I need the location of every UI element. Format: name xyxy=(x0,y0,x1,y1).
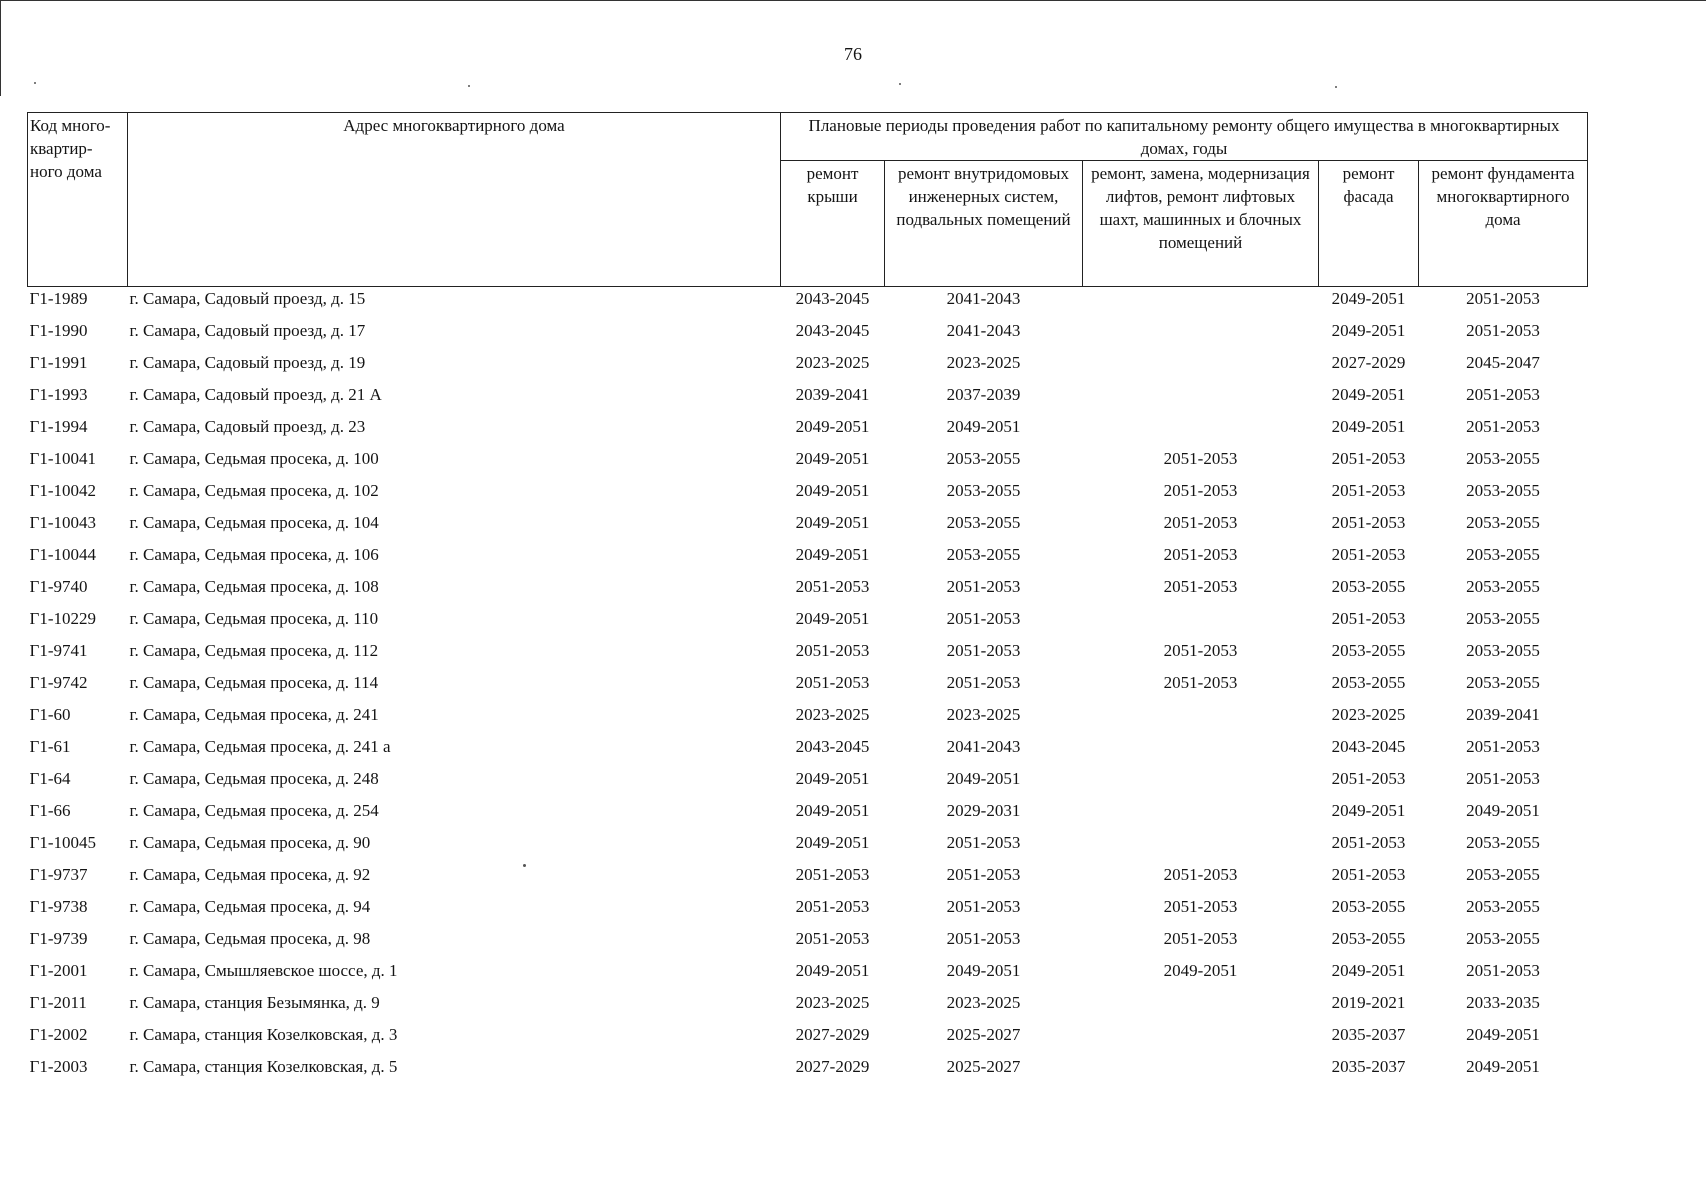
cell-facade-period: 2049-2051 xyxy=(1331,417,1406,436)
table-row xyxy=(28,575,1588,607)
table-row xyxy=(28,863,1588,895)
scan-speck xyxy=(899,83,901,85)
cell-address: г. Самара, Садовый проезд, д. 15 xyxy=(129,289,366,308)
cell-elevator-period xyxy=(1083,319,1319,351)
cell-engineering-period: 2051-2053 xyxy=(946,897,1021,916)
cell-roof-period: 2049-2051 xyxy=(795,609,870,628)
cell-elevator-period: 2051-2053 xyxy=(1163,449,1238,468)
cell-engineering-period: 2049-2051 xyxy=(946,961,1021,980)
cell-foundation-period: 2049-2051 xyxy=(1466,1025,1540,1044)
cell-roof-period: 2051-2053 xyxy=(795,929,870,948)
cell-facade-period: 2051-2053 xyxy=(1331,769,1406,788)
cell-foundation-period: 2053-2055 xyxy=(1466,641,1540,660)
cell-building-code: Г1-10043 xyxy=(29,513,96,532)
table-row xyxy=(28,543,1588,575)
cell-building-code: Г1-2002 xyxy=(29,1025,88,1044)
header-engineering-systems-repair: ремонт внутридомовых инженерных систем, подвальных помещений xyxy=(885,161,1083,287)
cell-elevator-period: 2049-2051 xyxy=(1163,961,1238,980)
cell-address: г. Самара, Седьмая просека, д. 114 xyxy=(129,673,379,692)
cell-address: г. Самара, Седьмая просека, д. 241 xyxy=(129,705,379,724)
capital-repair-schedule-table xyxy=(27,112,1588,1087)
cell-roof-period: 2051-2053 xyxy=(795,897,870,916)
cell-building-code: Г1-2001 xyxy=(29,961,88,980)
cell-facade-period: 2051-2053 xyxy=(1331,545,1406,564)
cell-building-code: Г1-1991 xyxy=(29,353,88,372)
table-row xyxy=(28,607,1588,639)
cell-elevator-period xyxy=(1083,767,1319,799)
cell-elevator-period: 2051-2053 xyxy=(1163,865,1238,884)
cell-roof-period: 2023-2025 xyxy=(795,993,870,1012)
cell-address: г. Самара, Седьмая просека, д. 92 xyxy=(129,865,371,884)
cell-facade-period: 2051-2053 xyxy=(1331,609,1406,628)
cell-elevator-period xyxy=(1083,1023,1319,1055)
cell-address: г. Самара, Седьмая просека, д. 100 xyxy=(129,449,379,468)
cell-building-code: Г1-9742 xyxy=(29,673,88,692)
cell-facade-period: 2035-2037 xyxy=(1331,1025,1406,1044)
cell-facade-period: 2049-2051 xyxy=(1331,961,1406,980)
cell-address: г. Самара, Седьмая просека, д. 106 xyxy=(129,545,379,564)
cell-elevator-period: 2051-2053 xyxy=(1163,513,1238,532)
cell-facade-period: 2049-2051 xyxy=(1331,801,1406,820)
cell-facade-period: 2053-2055 xyxy=(1331,897,1406,916)
cell-engineering-period: 2041-2043 xyxy=(946,289,1021,308)
cell-roof-period: 2049-2051 xyxy=(795,417,870,436)
cell-building-code: Г1-10229 xyxy=(29,609,96,628)
cell-roof-period: 2043-2045 xyxy=(795,289,870,308)
cell-engineering-period: 2029-2031 xyxy=(946,801,1021,820)
cell-building-code: Г1-2011 xyxy=(29,993,87,1012)
table-row xyxy=(28,927,1588,959)
cell-address: г. Самара, Садовый проезд, д. 19 xyxy=(129,353,366,372)
cell-engineering-period: 2051-2053 xyxy=(946,929,1021,948)
cell-engineering-period: 2041-2043 xyxy=(946,737,1021,756)
cell-building-code: Г1-60 xyxy=(29,705,71,724)
cell-engineering-period: 2051-2053 xyxy=(946,641,1021,660)
cell-address: г. Самара, Седьмая просека, д. 241 а xyxy=(129,737,391,756)
cell-address: г. Самара, Седьмая просека, д. 98 xyxy=(129,929,371,948)
cell-engineering-period: 2049-2051 xyxy=(946,769,1021,788)
cell-building-code: Г1-10045 xyxy=(29,833,96,852)
cell-building-code: Г1-64 xyxy=(29,769,71,788)
cell-elevator-period: 2051-2053 xyxy=(1163,545,1238,564)
cell-elevator-period: 2051-2053 xyxy=(1163,929,1238,948)
cell-roof-period: 2049-2051 xyxy=(795,833,870,852)
cell-foundation-period: 2051-2053 xyxy=(1466,769,1540,788)
cell-building-code: Г1-1994 xyxy=(29,417,88,436)
cell-foundation-period: 2053-2055 xyxy=(1466,481,1540,500)
cell-address: г. Самара, Седьмая просека, д. 248 xyxy=(129,769,379,788)
cell-engineering-period: 2053-2055 xyxy=(946,449,1021,468)
page-number: 76 xyxy=(844,44,862,64)
cell-foundation-period: 2049-2051 xyxy=(1466,1057,1540,1076)
cell-building-code: Г1-1993 xyxy=(29,385,88,404)
cell-foundation-period: 2039-2041 xyxy=(1466,705,1540,724)
cell-elevator-period: 2051-2053 xyxy=(1163,673,1238,692)
cell-foundation-period: 2053-2055 xyxy=(1466,449,1540,468)
cell-elevator-period xyxy=(1083,831,1319,863)
cell-foundation-period: 2051-2053 xyxy=(1466,961,1540,980)
cell-address: г. Самара, Седьмая просека, д. 90 xyxy=(129,833,371,852)
cell-elevator-period xyxy=(1083,287,1319,320)
table-header xyxy=(28,113,1588,287)
cell-facade-period: 2051-2053 xyxy=(1331,449,1406,468)
cell-address: г. Самара, станция Козелковская, д. 3 xyxy=(129,1025,398,1044)
cell-engineering-period: 2051-2053 xyxy=(946,833,1021,852)
cell-foundation-period: 2049-2051 xyxy=(1466,801,1540,820)
table-row xyxy=(28,447,1588,479)
cell-address: г. Самара, Садовый проезд, д. 17 xyxy=(129,321,366,340)
cell-roof-period: 2027-2029 xyxy=(795,1025,870,1044)
cell-engineering-period: 2051-2053 xyxy=(946,865,1021,884)
cell-elevator-period: 2051-2053 xyxy=(1163,897,1238,916)
cell-roof-period: 2043-2045 xyxy=(795,737,870,756)
table-row xyxy=(28,991,1588,1023)
cell-address: г. Самара, Седьмая просека, д. 108 xyxy=(129,577,379,596)
header-address: Адрес многоквартирного дома xyxy=(128,113,781,287)
cell-facade-period: 2053-2055 xyxy=(1331,929,1406,948)
header-roof-repair: ремонт крыши xyxy=(781,161,885,287)
cell-foundation-period: 2053-2055 xyxy=(1466,609,1540,628)
cell-foundation-period: 2051-2053 xyxy=(1466,417,1540,436)
header-foundation-repair: ремонт фундамента многоквартирного дома xyxy=(1419,161,1588,287)
table-row xyxy=(28,415,1588,447)
scan-speck xyxy=(468,85,470,87)
cell-facade-period: 2049-2051 xyxy=(1331,289,1406,308)
cell-address: г. Самара, Седьмая просека, д. 104 xyxy=(129,513,379,532)
cell-roof-period: 2051-2053 xyxy=(795,641,870,660)
cell-facade-period: 2053-2055 xyxy=(1331,673,1406,692)
cell-building-code: Г1-10042 xyxy=(29,481,96,500)
table-row xyxy=(28,895,1588,927)
table-row xyxy=(28,1023,1588,1055)
scan-speck xyxy=(34,82,36,84)
cell-roof-period: 2039-2041 xyxy=(795,385,870,404)
scan-border-top xyxy=(0,0,1706,1)
cell-facade-period: 2043-2045 xyxy=(1331,737,1406,756)
table-row xyxy=(28,799,1588,831)
table-row xyxy=(28,831,1588,863)
table-row xyxy=(28,959,1588,991)
table-row xyxy=(28,287,1588,320)
cell-engineering-period: 2049-2051 xyxy=(946,417,1021,436)
cell-facade-period: 2053-2055 xyxy=(1331,641,1406,660)
cell-address: г. Самара, Седьмая просека, д. 102 xyxy=(129,481,379,500)
cell-engineering-period: 2053-2055 xyxy=(946,513,1021,532)
cell-facade-period: 2051-2053 xyxy=(1331,833,1406,852)
cell-facade-period: 2027-2029 xyxy=(1331,353,1406,372)
cell-facade-period: 2053-2055 xyxy=(1331,577,1406,596)
cell-elevator-period xyxy=(1083,991,1319,1023)
cell-roof-period: 2043-2045 xyxy=(795,321,870,340)
cell-facade-period: 2049-2051 xyxy=(1331,321,1406,340)
cell-foundation-period: 2051-2053 xyxy=(1466,385,1540,404)
cell-engineering-period: 2025-2027 xyxy=(946,1025,1021,1044)
cell-roof-period: 2051-2053 xyxy=(795,577,870,596)
cell-facade-period: 2019-2021 xyxy=(1331,993,1406,1012)
cell-facade-period: 2051-2053 xyxy=(1331,481,1406,500)
header-building-code: Код много-квартир-ного дома xyxy=(28,113,128,287)
cell-engineering-period: 2041-2043 xyxy=(946,321,1021,340)
cell-engineering-period: 2025-2027 xyxy=(946,1057,1021,1076)
cell-facade-period: 2035-2037 xyxy=(1331,1057,1406,1076)
table-row xyxy=(28,479,1588,511)
table-row xyxy=(28,735,1588,767)
cell-address: г. Самара, Седьмая просека, д. 110 xyxy=(129,609,379,628)
cell-elevator-period xyxy=(1083,607,1319,639)
cell-building-code: Г1-9740 xyxy=(29,577,88,596)
cell-address: г. Самара, Седьмая просека, д. 254 xyxy=(129,801,379,820)
cell-engineering-period: 2037-2039 xyxy=(946,385,1021,404)
cell-building-code: Г1-2003 xyxy=(29,1057,88,1076)
cell-roof-period: 2023-2025 xyxy=(795,353,870,372)
table-row xyxy=(28,383,1588,415)
cell-building-code: Г1-10044 xyxy=(29,545,96,564)
cell-facade-period: 2049-2051 xyxy=(1331,385,1406,404)
cell-elevator-period xyxy=(1083,735,1319,767)
cell-engineering-period: 2051-2053 xyxy=(946,673,1021,692)
cell-roof-period: 2051-2053 xyxy=(795,865,870,884)
cell-foundation-period: 2053-2055 xyxy=(1466,929,1540,948)
cell-address: г. Самара, Садовый проезд, д. 21 А xyxy=(129,385,382,404)
table-row xyxy=(28,639,1588,671)
cell-foundation-period: 2033-2035 xyxy=(1466,993,1540,1012)
cell-elevator-period xyxy=(1083,799,1319,831)
scan-speck xyxy=(523,864,526,867)
header-planned-periods: Плановые периоды проведения работ по капитальному ремонту общего имущества в многоквартирных домах, годы xyxy=(781,113,1588,161)
cell-elevator-period xyxy=(1083,351,1319,383)
cell-address: г. Самара, Седьмая просека, д. 112 xyxy=(129,641,379,660)
cell-elevator-period xyxy=(1083,383,1319,415)
cell-roof-period: 2049-2051 xyxy=(795,513,870,532)
cell-address: г. Самара, станция Козелковская, д. 5 xyxy=(129,1057,398,1076)
cell-roof-period: 2049-2051 xyxy=(795,961,870,980)
table-row xyxy=(28,511,1588,543)
cell-building-code: Г1-1989 xyxy=(29,289,88,308)
cell-engineering-period: 2023-2025 xyxy=(946,705,1021,724)
cell-address: г. Самара, станция Безымянка, д. 9 xyxy=(129,993,380,1012)
cell-facade-period: 2051-2053 xyxy=(1331,865,1406,884)
table-body xyxy=(28,287,1588,1088)
table-row xyxy=(28,703,1588,735)
cell-roof-period: 2023-2025 xyxy=(795,705,870,724)
cell-building-code: Г1-9739 xyxy=(29,929,88,948)
cell-engineering-period: 2051-2053 xyxy=(946,609,1021,628)
cell-engineering-period: 2023-2025 xyxy=(946,993,1021,1012)
cell-facade-period: 2051-2053 xyxy=(1331,513,1406,532)
cell-elevator-period xyxy=(1083,415,1319,447)
cell-foundation-period: 2053-2055 xyxy=(1466,865,1540,884)
table-row xyxy=(28,351,1588,383)
scan-speck xyxy=(1335,86,1337,88)
table-row xyxy=(28,767,1588,799)
cell-foundation-period: 2051-2053 xyxy=(1466,737,1540,756)
cell-facade-period: 2023-2025 xyxy=(1331,705,1406,724)
cell-engineering-period: 2053-2055 xyxy=(946,481,1021,500)
header-facade-repair: ремонт фасада xyxy=(1319,161,1419,287)
cell-building-code: Г1-9738 xyxy=(29,897,88,916)
header-elevator-repair: ремонт, замена, модернизация лифтов, ремонт лифтовых шахт, машинных и блочных помещений xyxy=(1083,161,1319,287)
table-row xyxy=(28,671,1588,703)
cell-building-code: Г1-9737 xyxy=(29,865,88,884)
cell-roof-period: 2049-2051 xyxy=(795,545,870,564)
cell-roof-period: 2049-2051 xyxy=(795,449,870,468)
cell-roof-period: 2051-2053 xyxy=(795,673,870,692)
cell-foundation-period: 2051-2053 xyxy=(1466,289,1540,308)
cell-foundation-period: 2053-2055 xyxy=(1466,897,1540,916)
cell-engineering-period: 2051-2053 xyxy=(946,577,1021,596)
cell-foundation-period: 2053-2055 xyxy=(1466,833,1540,852)
cell-foundation-period: 2053-2055 xyxy=(1466,577,1540,596)
cell-foundation-period: 2051-2053 xyxy=(1466,321,1540,340)
cell-building-code: Г1-10041 xyxy=(29,449,96,468)
cell-elevator-period: 2051-2053 xyxy=(1163,481,1238,500)
cell-building-code: Г1-61 xyxy=(29,737,71,756)
cell-address: г. Самара, Садовый проезд, д. 23 xyxy=(129,417,366,436)
cell-building-code: Г1-66 xyxy=(29,801,71,820)
cell-engineering-period: 2053-2055 xyxy=(946,545,1021,564)
cell-address: г. Самара, Седьмая просека, д. 94 xyxy=(129,897,371,916)
cell-building-code: Г1-9741 xyxy=(29,641,88,660)
table-row xyxy=(28,319,1588,351)
cell-roof-period: 2027-2029 xyxy=(795,1057,870,1076)
cell-roof-period: 2049-2051 xyxy=(795,801,870,820)
cell-roof-period: 2049-2051 xyxy=(795,769,870,788)
cell-elevator-period xyxy=(1083,1055,1319,1087)
cell-engineering-period: 2023-2025 xyxy=(946,353,1021,372)
cell-foundation-period: 2045-2047 xyxy=(1466,353,1540,372)
cell-foundation-period: 2053-2055 xyxy=(1466,673,1540,692)
cell-foundation-period: 2053-2055 xyxy=(1466,545,1540,564)
cell-building-code: Г1-1990 xyxy=(29,321,88,340)
cell-foundation-period: 2053-2055 xyxy=(1466,513,1540,532)
cell-address: г. Самара, Смышляевское шоссе, д. 1 xyxy=(129,961,398,980)
cell-elevator-period: 2051-2053 xyxy=(1163,577,1238,596)
cell-roof-period: 2049-2051 xyxy=(795,481,870,500)
table-row xyxy=(28,1055,1588,1087)
cell-elevator-period xyxy=(1083,703,1319,735)
cell-elevator-period: 2051-2053 xyxy=(1163,641,1238,660)
